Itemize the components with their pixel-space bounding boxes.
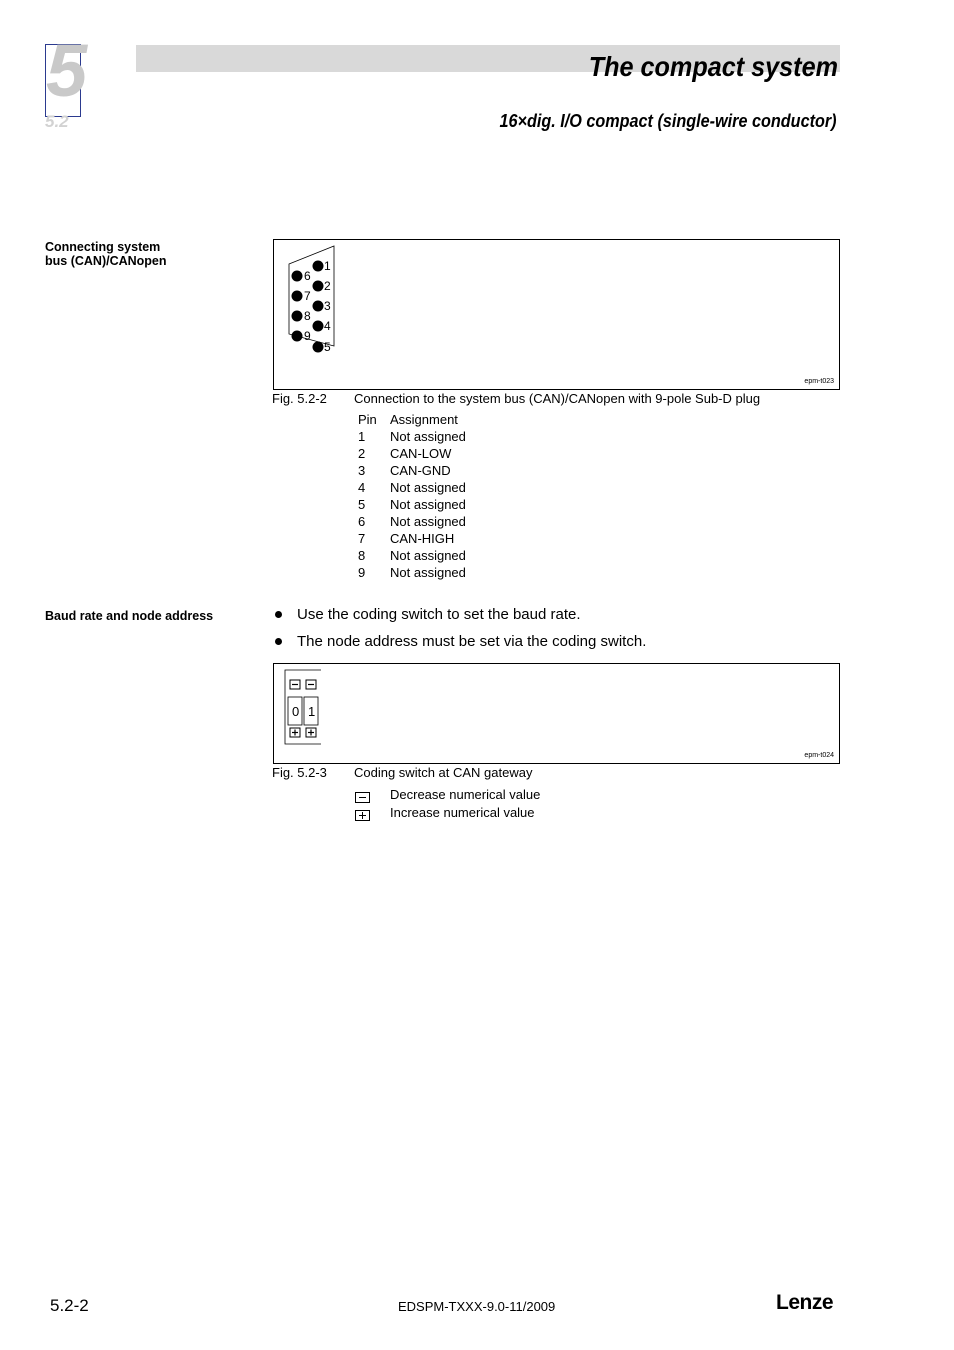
document-id: EDSPM-TXXX-9.0-11/2009: [398, 1299, 556, 1314]
figure-id: epm-t024: [804, 752, 834, 759]
table-row: [358, 496, 466, 513]
figure-subd-plug: [273, 239, 840, 390]
legend-row: [355, 808, 370, 826]
table-row: [358, 547, 466, 564]
table-row: [358, 462, 466, 479]
pin-cell: 1: [358, 429, 366, 444]
pin-label: 7: [304, 289, 311, 303]
table-row: [358, 479, 466, 496]
bullet-item: [273, 606, 581, 623]
pin-cell: 5: [358, 497, 366, 512]
side-label-line: Connecting system: [45, 240, 161, 254]
digit-label: 1: [308, 704, 316, 719]
pin-cell: 3: [358, 463, 366, 478]
minus-key-icon: [355, 792, 370, 803]
pin-label: 5: [324, 340, 331, 354]
figure-id: epm-t023: [804, 378, 834, 385]
pin-label: 4: [324, 319, 331, 333]
figure-number: Fig. 5.2-3: [272, 765, 327, 780]
pin-dot: [292, 331, 303, 342]
legend-row: [355, 790, 370, 808]
pin-dot: [313, 321, 324, 332]
assignment-cell: Not assigned: [390, 480, 466, 495]
figure-coding-switch: [273, 663, 840, 764]
side-label-baud: Baud rate and node address: [45, 609, 214, 623]
figure-number: Fig. 5.2-2: [272, 391, 327, 406]
assignment-cell: Not assigned: [390, 548, 466, 563]
assignment-cell: CAN-LOW: [390, 446, 452, 461]
pin-cell: 6: [358, 514, 366, 529]
assignment-cell: CAN-GND: [390, 463, 451, 478]
lenze-logo: Lenze: [776, 1291, 834, 1314]
page-number: 5.2-2: [50, 1296, 89, 1315]
legend-text: Increase numerical value: [390, 805, 535, 820]
side-label-can: [45, 240, 167, 268]
bullet-icon: [275, 611, 282, 618]
page-subtitle: 16×dig. I/O compact (single-wire conductor): [499, 111, 837, 131]
bullet-icon: [275, 638, 282, 645]
assignment-cell: CAN-HIGH: [390, 531, 455, 546]
side-label-line: bus (CAN)/CANopen: [45, 254, 167, 268]
pin-cell: 2: [358, 446, 366, 461]
pin-label: 8: [304, 309, 311, 323]
pin-dot: [313, 301, 324, 312]
table-row: [358, 513, 466, 530]
bullet-text: The node address must be set via the coding switch.: [297, 633, 647, 650]
pin-cell: 9: [358, 565, 366, 580]
pin-label: 1: [324, 259, 331, 273]
coding-switch-diagram: [283, 669, 343, 749]
table-header-row: [358, 411, 466, 428]
column-header: Pin: [358, 412, 377, 427]
digit-label: 0: [292, 704, 300, 719]
column-header: Assignment: [390, 412, 458, 427]
pin-cell: 8: [358, 548, 366, 563]
pin-dot: [313, 281, 324, 292]
legend-text: Decrease numerical value: [390, 787, 541, 802]
assignment-cell: Not assigned: [390, 514, 466, 529]
table-row: [358, 564, 466, 581]
plus-key-icon: [355, 810, 370, 821]
section-number: 5.2: [45, 112, 69, 131]
pin-dot: [292, 311, 303, 322]
pin-assignment-table: [358, 411, 466, 581]
pin-label: 2: [324, 279, 331, 293]
bullet-text: Use the coding switch to set the baud rate.: [297, 606, 581, 623]
pin-dot: [313, 261, 324, 272]
assignment-cell: Not assigned: [390, 565, 466, 580]
subd-plug-diagram: [282, 242, 382, 362]
pin-cell: 4: [358, 480, 366, 495]
pin-label: 6: [304, 269, 311, 283]
pin-label: 3: [324, 299, 331, 313]
pin-dot: [313, 342, 324, 353]
pin-dot: [292, 291, 303, 302]
bullet-item: [273, 633, 646, 650]
page-title: The compact system: [588, 51, 838, 82]
table-row: [358, 445, 466, 462]
pin-label: 9: [304, 329, 311, 343]
assignment-cell: Not assigned: [390, 429, 466, 444]
figure-caption: Coding switch at CAN gateway: [354, 765, 533, 780]
assignment-cell: Not assigned: [390, 497, 466, 512]
chapter-number: 5: [46, 29, 88, 112]
table-row: [358, 530, 466, 547]
table-row: [358, 428, 466, 445]
figure-caption: Connection to the system bus (CAN)/CANopen with 9-pole Sub-D plug: [354, 391, 761, 406]
pin-cell: 7: [358, 531, 366, 546]
pin-dot: [292, 271, 303, 282]
